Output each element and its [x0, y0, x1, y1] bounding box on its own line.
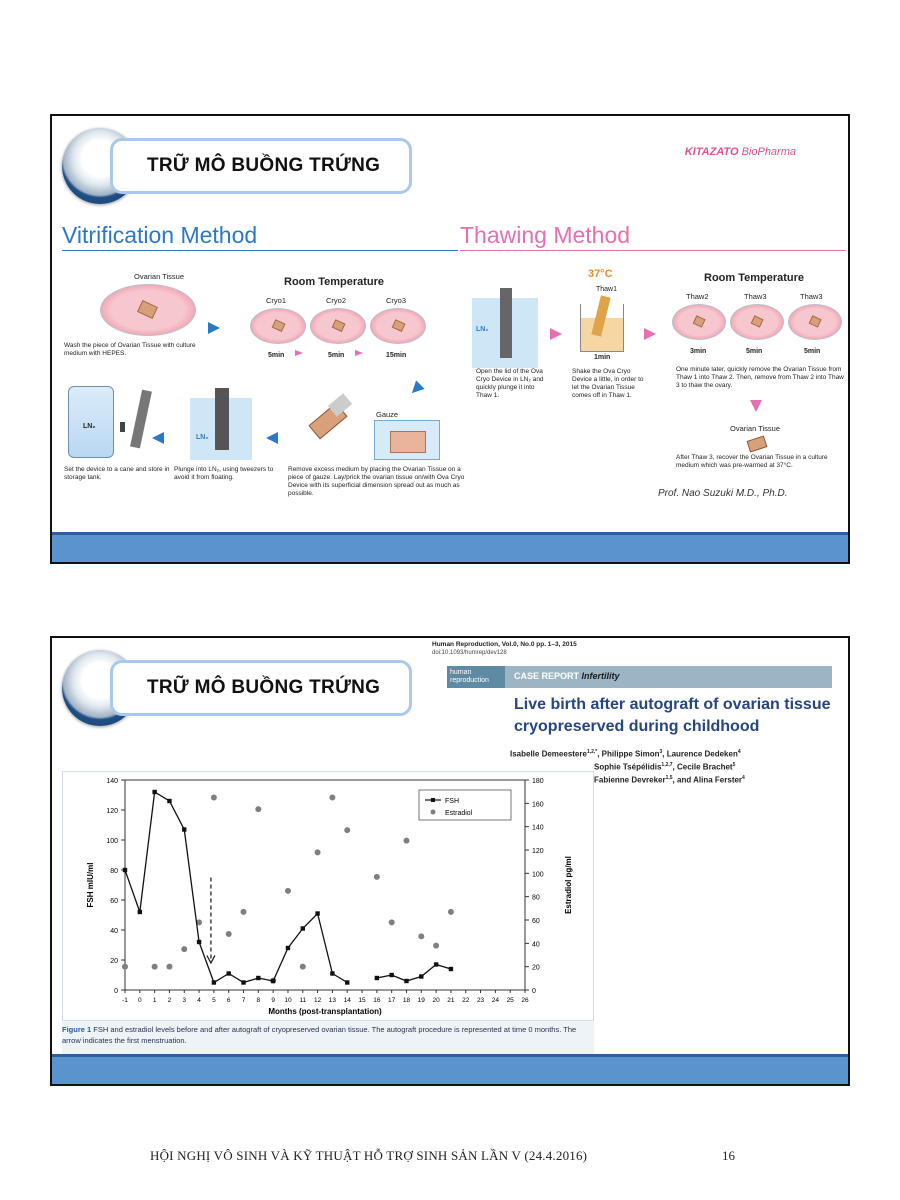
journal-line [432, 641, 577, 648]
x-tick-label: 20 [432, 997, 440, 1004]
x-tick-label: 3 [182, 997, 187, 1004]
caption-label: Figure 1 [62, 1025, 92, 1034]
brand-name: KITAZATO [684, 146, 739, 158]
estradiol-point [166, 964, 172, 970]
y-tick-label: 140 [106, 778, 118, 785]
x-tick-label: 16 [373, 997, 381, 1004]
room-temp-label: Room Temperature [704, 272, 805, 284]
slide-case-report [50, 636, 850, 1086]
thawing-heading: Thawing Method [460, 222, 631, 248]
x-tick-label: 5 [212, 997, 216, 1004]
y-tick-label: 120 [106, 808, 118, 815]
fsh-point [389, 973, 393, 977]
fsh-point [212, 980, 216, 984]
arrow-right-icon [355, 350, 363, 356]
fsh-point [152, 790, 156, 794]
time-label: 1min [594, 354, 611, 361]
y-tick-label: 100 [106, 838, 118, 845]
slide-title-box [110, 138, 412, 194]
ln2-label: LN₂ [196, 434, 209, 441]
author-affil: 1,2,7 [661, 762, 673, 768]
fsh-point [197, 940, 201, 944]
arrow-right-icon [208, 322, 220, 334]
gauze-text: Remove excess medium by placing the Ovarian Tissue on a piece of gauze. Lay/prick the ovarian tissue on/with Ova Cryo Device with its superficial dimension spread out as much as possible. [288, 466, 465, 497]
journal-logo [447, 666, 505, 688]
x-tick-label: 12 [313, 997, 322, 1004]
estradiol-point [448, 909, 454, 915]
case-report-text: CASE REPORT [514, 671, 580, 681]
time-label: 15min [386, 352, 407, 359]
y-axis-label: FSH mIU/ml [86, 862, 95, 908]
journal-citation: Human Reproduction, Vol.0, No.0 pp. 1–3, 2015 [432, 641, 577, 648]
estradiol-point [152, 964, 158, 970]
arrow-down-icon [750, 400, 762, 418]
fsh-line [377, 965, 451, 982]
fsh-point [375, 976, 379, 980]
fsh-point [182, 827, 186, 831]
fsh-point [449, 967, 453, 971]
ln2-label: LN₂ [83, 423, 96, 430]
fsh-point [404, 979, 408, 983]
case-report-label [514, 671, 620, 681]
fsh-point [241, 980, 245, 984]
room-temp-label: Room Temperature [284, 276, 385, 288]
fsh-point [167, 799, 171, 803]
x-tick-label: 25 [506, 997, 514, 1004]
legend-estradiol-label: Estradiol [445, 810, 473, 817]
gauze-icon [374, 420, 440, 460]
vitrification-heading: Vitrification Method [62, 222, 258, 248]
x-tick-label: 9 [271, 997, 275, 1004]
device-icon [120, 422, 125, 432]
figure-panel [62, 771, 594, 1056]
fsh-point [286, 946, 290, 950]
arrow-left-icon [152, 432, 164, 444]
time-label: 3min [690, 348, 707, 355]
fsh-estradiol-chart [63, 772, 595, 1022]
thaw3-label: Thaw3 [800, 292, 823, 301]
arrow-right-icon [644, 328, 656, 340]
x-tick-label: 0 [138, 997, 142, 1004]
estradiol-point [374, 874, 380, 880]
divider [460, 250, 846, 251]
x-tick-label: 17 [388, 997, 396, 1004]
paper-title: Live birth after autograft of ovarian tissue cryopreserved during childhood [514, 696, 831, 735]
fsh-point [345, 980, 349, 984]
estradiol-point [181, 946, 187, 952]
estradiol-point [255, 806, 261, 812]
ln2-label: LN₂ [476, 326, 489, 333]
brand-logo [685, 146, 796, 158]
cryo3-label: Cryo3 [386, 296, 407, 305]
ovarian-tissue-label: Ovarian Tissue [134, 272, 185, 281]
logo-bottom: reproduction [450, 677, 489, 684]
slide-title: TRỮ MÔ BUỒNG TRỨNG [147, 155, 381, 176]
y2-tick-label: 0 [532, 988, 536, 995]
author-name: , Laurence Dedeken [662, 749, 738, 759]
thaw1-label: Thaw1 [596, 286, 618, 293]
divider [62, 250, 458, 251]
fsh-point [419, 974, 423, 978]
slide-title: TRỮ MÔ BUỒNG TRỨNG [147, 677, 381, 698]
estradiol-point [344, 827, 350, 833]
x-tick-label: 4 [197, 997, 201, 1004]
petri-dish-icon [788, 304, 842, 340]
logo-top: human [450, 669, 472, 676]
after-text: After Thaw 3, recover the Ovarian Tissue in a culture medium which was pre-warmed at 37°C. [676, 454, 828, 469]
author-affil: 3 [659, 749, 663, 755]
fsh-point [123, 868, 127, 872]
x-tick-label: 1 [152, 997, 157, 1004]
x-tick-label: 10 [284, 997, 292, 1004]
slide-footer-bar [52, 532, 848, 562]
x-tick-label: 24 [491, 997, 499, 1004]
cryo1-label: Cryo1 [266, 296, 287, 305]
category-text: Infertility [581, 671, 620, 681]
temp-37-label: 37°C [588, 268, 613, 280]
author-affil: 1,2,* [586, 749, 598, 755]
y2-axis-label: Estradiol pg/ml [564, 856, 573, 914]
time-label: 5min [804, 348, 821, 355]
y-tick-label: 60 [110, 898, 118, 905]
x-tick-label: 11 [299, 997, 307, 1004]
thaw2-label: Thaw2 [686, 292, 709, 301]
x-tick-label: 21 [447, 997, 455, 1004]
y-tick-label: 80 [110, 868, 118, 875]
estradiol-point [300, 964, 306, 970]
y2-tick-label: 60 [532, 918, 540, 925]
arrow-right-icon [295, 350, 303, 356]
legend-fsh-label: FSH [445, 798, 459, 805]
fsh-point [271, 979, 275, 983]
thaw3-label: Thaw3 [744, 292, 767, 301]
tweezers-icon [500, 288, 512, 358]
minute-text: One minute later, quickly remove the Ovarian Tissue from Thaw 1 into Thaw 2. Then, remove from Thaw 2 into Thaw 3 to thaw the ovary. [676, 366, 844, 389]
estradiol-point [241, 909, 247, 915]
petri-dish-icon [310, 308, 366, 344]
author-name: Fabienne Devreker [594, 775, 666, 785]
x-tick-label: 23 [476, 997, 485, 1004]
chart-area [62, 771, 594, 1021]
estradiol-point [433, 943, 439, 949]
author-name: Sophie Tsépélidis [594, 762, 662, 772]
slide-title-box [110, 660, 412, 716]
x-tick-label: -1 [122, 997, 128, 1004]
figure-caption [62, 1024, 594, 1046]
y2-tick-label: 80 [532, 894, 540, 902]
x-tick-label: 15 [358, 997, 366, 1004]
cryo2-label: Cryo2 [326, 296, 347, 305]
plunge-text: Plunge into LN₂, using tweezers to avoid it from floating. [174, 466, 274, 481]
arrow-left-icon [266, 432, 278, 444]
estradiol-point [315, 849, 321, 855]
shake-text: Shake the Ova Cryo Device a little, in order to let the Ovarian Tissue comes off in Thaw 1. [572, 368, 644, 399]
estradiol-point [211, 795, 217, 801]
conference-footer: HỘI NGHỊ VÔ SINH VÀ KỸ THUẬT HỖ TRỢ SINH SẢN LẦN V (24.4.2016) [150, 1148, 588, 1163]
tissue-icon [747, 436, 768, 453]
fsh-point [434, 962, 438, 966]
author-affil: 4 [742, 775, 745, 781]
open-text: Open the lid of the Ova Cryo Device in LN₂ and quickly plunge it into Thaw 1. [476, 368, 544, 399]
estradiol-point [389, 919, 395, 925]
x-tick-label: 26 [521, 997, 529, 1004]
author-name: , Philippe Simon [597, 749, 660, 759]
y2-tick-label: 40 [532, 941, 540, 949]
tweezers-icon [215, 388, 229, 450]
x-tick-label: 19 [417, 997, 425, 1004]
legend-fsh-marker [431, 798, 435, 802]
fsh-point [227, 971, 231, 975]
wash-text: Wash the piece of Ovarian Tissue with culture medium with HEPES. [64, 342, 196, 357]
y-tick-label: 20 [110, 958, 118, 965]
y2-tick-label: 140 [532, 824, 544, 832]
author-credit: Prof. Nao Suzuki M.D., Ph.D. [658, 488, 788, 499]
time-label: 5min [268, 352, 285, 359]
authors-line-3 [594, 772, 745, 787]
estradiol-point [122, 964, 128, 970]
estradiol-point [329, 795, 335, 801]
author-affil: 1,5 [665, 775, 673, 781]
petri-dish-icon [100, 284, 196, 336]
gauze-label: Gauze [376, 410, 399, 419]
cane-icon [130, 390, 152, 449]
store-text: Set the device to a cane and store in storage tank. [64, 466, 170, 481]
fsh-line [125, 792, 347, 983]
y-tick-label: 0 [114, 988, 118, 995]
petri-dish-icon [672, 304, 726, 340]
estradiol-point [403, 838, 409, 844]
petri-dish-icon [730, 304, 784, 340]
x-tick-label: 6 [226, 997, 231, 1004]
petri-dish-icon [370, 308, 426, 344]
estradiol-point [418, 933, 424, 939]
x-tick-label: 13 [328, 997, 337, 1004]
arrow-right-icon [550, 328, 562, 340]
y-tick-label: 40 [110, 928, 118, 935]
fsh-point [138, 910, 142, 914]
caption-text: FSH and estradiol levels before and after autograft of cryopreserved ovarian tissue. The autograft procedure is represented at time 0 months. The arrow indicates the first menstruation. [62, 1025, 577, 1045]
estradiol-point [285, 888, 291, 894]
doi-text: doi:10.1093/humrep/dev128 [432, 650, 507, 656]
x-tick-label: 22 [462, 997, 470, 1004]
estradiol-point [226, 931, 232, 937]
author-affil: 4 [737, 749, 741, 755]
arrow-down-left-icon [403, 380, 424, 401]
fsh-point [330, 971, 334, 975]
y2-tick-label: 180 [532, 778, 544, 785]
author-name: , Cecile Brachet [672, 762, 733, 772]
author-name: Isabelle Demeestere [510, 749, 587, 759]
fsh-point [256, 976, 260, 980]
x-tick-label: 7 [241, 997, 246, 1004]
time-label: 5min [746, 348, 763, 355]
legend-estradiol-marker [431, 810, 436, 815]
ovarian-tissue-label: Ovarian Tissue [730, 424, 781, 433]
fsh-point [301, 926, 305, 930]
x-tick-label: 8 [256, 997, 261, 1004]
brand-suffix: BioPharma [741, 146, 796, 158]
x-tick-label: 14 [343, 997, 351, 1004]
y2-tick-label: 100 [532, 871, 544, 879]
x-tick-label: 18 [402, 997, 411, 1004]
time-label: 5min [328, 352, 345, 359]
fsh-point [315, 911, 319, 915]
x-axis-label: Months (post-transplantation) [268, 1007, 382, 1016]
y2-tick-label: 160 [532, 801, 544, 809]
slide-footer-bar [52, 1054, 848, 1084]
storage-bottle-icon [68, 386, 114, 458]
page-number: 16 [722, 1148, 735, 1163]
x-tick-label: 2 [167, 997, 172, 1004]
author-affil: 5 [732, 762, 736, 768]
slide-vitrification [50, 114, 850, 564]
petri-dish-icon [250, 308, 306, 344]
y2-tick-label: 120 [532, 848, 544, 855]
author-name: , and Alina Ferster [672, 775, 743, 785]
y2-tick-label: 20 [532, 964, 540, 972]
